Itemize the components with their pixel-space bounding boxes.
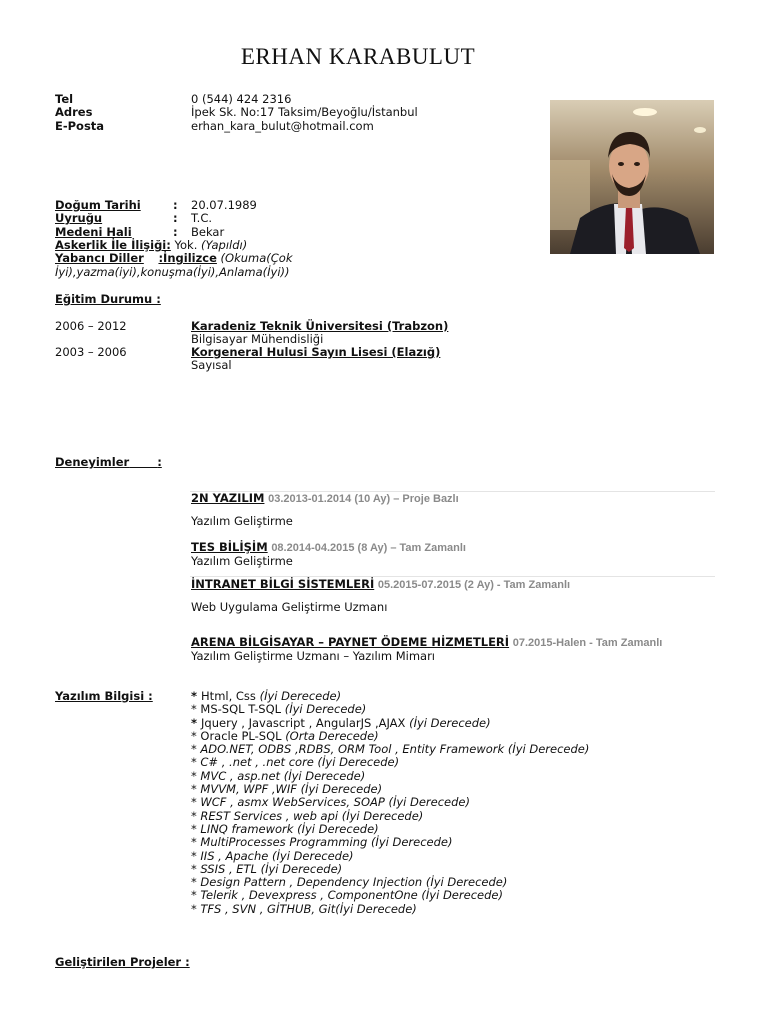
uyruk-label: Uyruğu	[55, 211, 103, 225]
edu-years-0: 2006 – 2012	[55, 319, 127, 333]
skill-item: * TFS , SVN , GİTHUB, Git(İyi Derecede)	[191, 901, 417, 916]
dogum-colon: :	[173, 198, 178, 212]
exp-role-3: Yazılım Geliştirme Uzmanı – Yazılım Mimarı	[191, 649, 436, 663]
skill-item: * Html, Css (İyi Derecede)	[191, 689, 342, 703]
profile-photo	[550, 100, 714, 254]
adres-label: Adres	[55, 105, 93, 119]
projects-heading: Geliştirilen Projeler :	[55, 955, 190, 969]
tel-value: 0 (544) 424 2316	[191, 92, 292, 106]
dogum-value: 20.07.1989	[191, 198, 257, 212]
skill-item: * Design Pattern , Dependency Injection (İyi Derecede)	[191, 875, 508, 890]
skill-item: * IIS , Apache (İyi Derecede)	[191, 848, 354, 863]
skills-list	[191, 690, 589, 916]
skill-item: * LINQ framework (İyi Derecede)	[191, 821, 379, 836]
skill-item: * REST Services , web api (İyi Derecede)	[191, 808, 424, 823]
edu-dept-1: Sayısal	[191, 358, 232, 372]
skill-item: * Telerik , Devexpress , ComponentOne (İyi Derecede)	[191, 888, 503, 903]
exp-role-1: Yazılım Geliştirme	[191, 554, 293, 568]
uyruk-value: T.C.	[191, 211, 213, 225]
uyruk-colon: :	[173, 211, 178, 225]
edu-school-0: Karadeniz Teknik Üniversitesi (Trabzon)	[191, 319, 449, 333]
skill-item: * MultiProcesses Programming (İyi Derecede)	[191, 835, 453, 850]
exp-role-0: Yazılım Geliştirme	[191, 514, 293, 528]
dil-label: Yabancı Diller	[55, 251, 144, 265]
askerlik-label: Askerlik İle İlişiği:	[55, 238, 171, 252]
skill-item: * C# , .net , .net core (İyi Derecede)	[191, 755, 400, 770]
medeni-colon: :	[173, 225, 178, 239]
eposta-value: erhan_kara_bulut@hotmail.com	[191, 119, 374, 133]
experience-heading-colon: :	[157, 455, 162, 469]
exp-company-1: TES BİLİŞİM	[191, 540, 268, 554]
skills-heading: Yazılım Bilgisi :	[55, 689, 153, 703]
edu-school-1: Korgeneral Hulusi Sayın Lisesi (Elazığ)	[191, 345, 441, 359]
exp-company-3: ARENA BİLGİSAYAR – PAYNET ÖDEME HİZMETLERİ	[191, 635, 510, 649]
exp-detail-3: 07.2015-Halen - Tam Zamanlı	[512, 637, 663, 649]
skill-item: * ADO.NET, ODBS ,RDBS, ORM Tool , Entity Framework (İyi Derecede)	[191, 742, 590, 757]
skill-item: * MVC , asp.net (İyi Derecede)	[191, 768, 366, 783]
edu-years-1: 2003 – 2006	[55, 345, 127, 359]
skill-item: * Jquery , Javascript , AngularJS ,AJAX (İyi Derecede)	[191, 715, 491, 730]
cv-name: ERHAN KARABULUT	[240, 44, 476, 69]
askerlik-value: Yok.	[174, 238, 198, 252]
skill-item: * Oracle PL-SQL (Orta Derecede)	[191, 728, 379, 743]
dil-lang: :İngilizce	[158, 251, 217, 265]
skill-item: * MVVM, WPF ,WIF (İyi Derecede)	[191, 782, 383, 797]
dil-detail-2: İyi),yazma(iyi),konuşma(İyi),Anlama(İyi))	[55, 265, 290, 279]
adres-value: İpek Sk. No:17 Taksim/Beyoğlu/İstanbul	[191, 105, 418, 119]
skill-item: * WCF , asmx WebServices, SOAP (İyi Derecede)	[191, 795, 470, 810]
exp-detail-1: 08.2014-04.2015 (8 Ay) – Tam Zamanlı	[271, 542, 466, 554]
experience-heading-text: Deneyimler	[55, 455, 130, 469]
dil-detail-1: (Okuma(Çok	[220, 251, 293, 265]
medeni-value: Bekar	[191, 225, 225, 239]
exp-company-row-2	[191, 578, 570, 592]
exp-role-2: Web Uygulama Geliştirme Uzmanı	[191, 600, 388, 614]
experience-heading	[55, 456, 162, 469]
skill-item: * MS-SQL T-SQL (İyi Derecede)	[191, 702, 367, 717]
tel-label: Tel	[55, 92, 74, 106]
dogum-label: Doğum Tarihi	[55, 198, 141, 212]
medeni-label: Medeni Hali	[55, 225, 132, 239]
exp-company-0: 2N YAZILIM	[191, 491, 265, 505]
edu-dept-0: Bilgisayar Mühendisliği	[191, 332, 324, 346]
dil-row	[55, 252, 293, 265]
education-heading: Eğitim Durumu :	[55, 292, 161, 306]
skill-item: * SSIS , ETL (İyi Derecede)	[191, 861, 343, 876]
exp-company-2: İNTRANET BİLGİ SİSTEMLERİ	[191, 577, 375, 591]
eposta-label: E-Posta	[55, 119, 105, 133]
exp-company-row-0	[191, 492, 459, 506]
exp-detail-0: 03.2013-01.2014 (10 Ay) – Proje Bazlı	[268, 493, 459, 505]
askerlik-note: (Yapıldı)	[201, 238, 248, 252]
exp-detail-2: 05.2015-07.2015 (2 Ay) - Tam Zamanlı	[377, 579, 571, 591]
